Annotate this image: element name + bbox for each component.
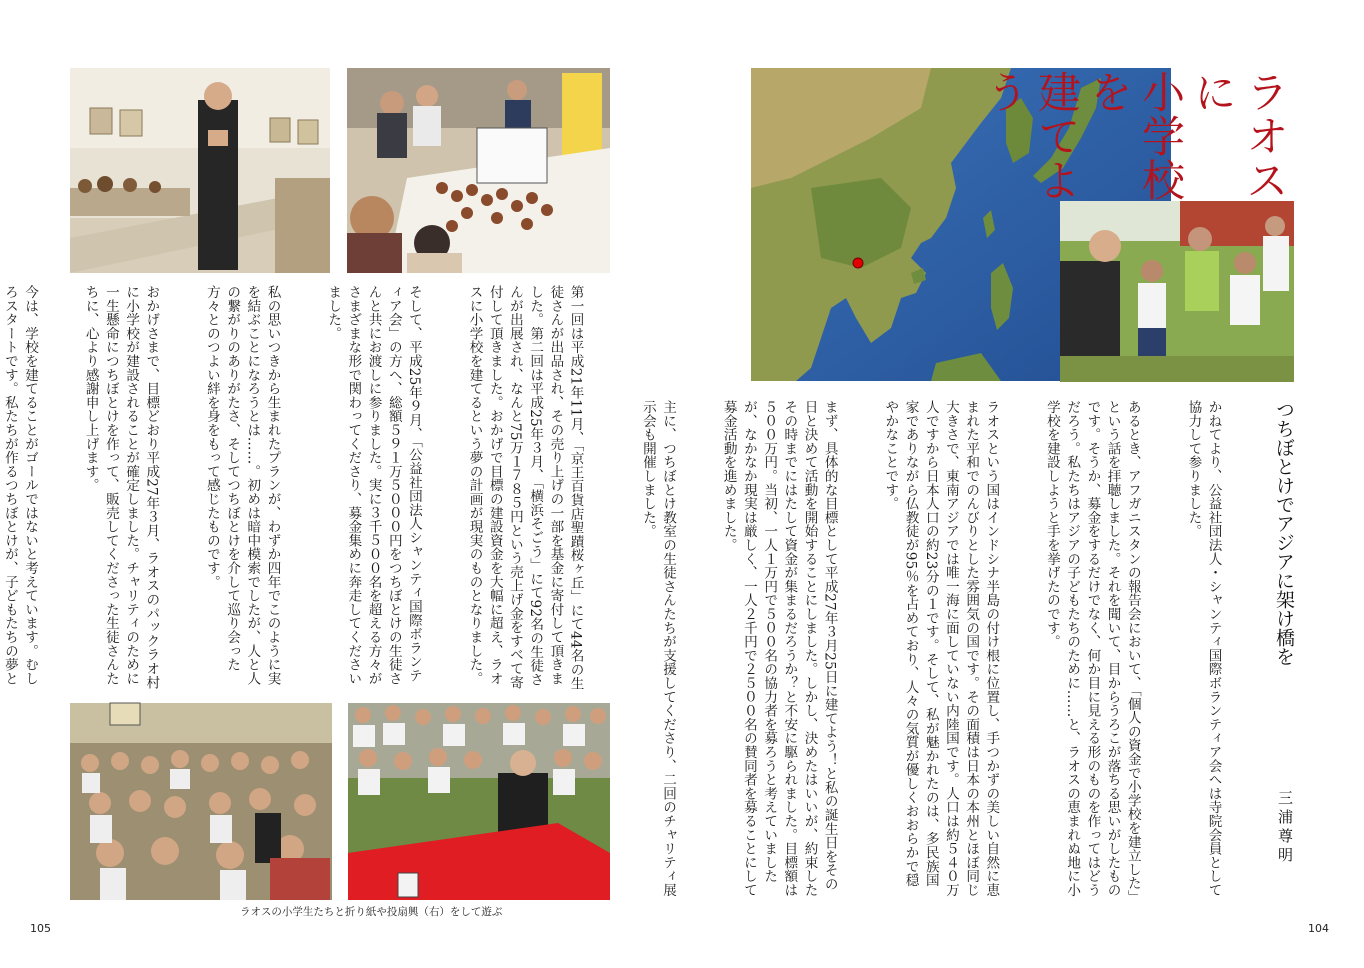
- red-dot-icon: [853, 258, 863, 268]
- body-paragraph: 第一回は平成21年11月、「京王百貨店聖蹟桜ヶ丘」にて44名の生徒さんが出品され、その売り上げの一部を基金に寄付して頂きました。第二回は平成25年３月、「横浜そごう」にて92名の生徒さんが出展され、なんと75万１７８５円という売上げ金をすべて寄付して頂きました。おかげで目標の建設資金を大幅に超え、ラオスに小学校を建てるという夢の計画が現実のものとなりました。: [466, 285, 584, 691]
- body-paragraph: かねてより、公益社団法人・シャンティ国際ボランティア会へは寺院会員として協力して参りました。: [1185, 400, 1222, 897]
- body-paragraph: 主に、つちぼとけ教室の生徒さんたちが支援してくださり、二回のチャリティ展示会も開催しました。: [639, 400, 677, 897]
- body-paragraph: あるとき、アフガニスタンの報告会において、「個人の資金で小学校を建立した」という話を拝聴しました。それを聞いて、目からうろこが落ちる思いがしたものです。そうか、募金をするだけでなく、何か目に見える形のものを作ってはどうだろう。私たちはアジアの子どもたちのために……と、ラオスの恵まれぬ地に小学校を建設しようと手を挙げたのです。: [1043, 400, 1141, 897]
- body-paragraph: おかげさまで、目標どおり平成27年３月、ラオスのパックラオ村に小学校が建設されることが確定しました。チャリティのために一生懸命につちぼとけを作って、販売してくださった生徒さんたちに、心より感謝申し上げます。: [82, 285, 160, 690]
- photo-tosenkyo-game: [348, 703, 610, 900]
- page-title: ラオスに 小学校を 建てよう: [979, 70, 1289, 202]
- author-name: 三浦尊明: [1276, 790, 1294, 866]
- subtitle: つちぼとけでアジアに架け橋を: [1273, 400, 1295, 666]
- body-paragraph: 私の思いつきから生まれたプランが、わずか四年でこのように実を結ぶことになろうとは……。初めは暗中模索でしたが、人と人の繋がりのありがたさ、そしてつちぼとけを介して巡り会った方々とのつよい絆を身をもって感じたものです。: [203, 285, 281, 686]
- right-page-body: [639, 400, 1264, 898]
- photo-caption: ラオスの小学生たちと折り紙や投扇興（右）をして遊ぶ: [240, 906, 503, 918]
- body-paragraph: まず、具体的な目標として平成27年３月25日に建てよう！と私の誕生日をその日と決めて活動を開始することにしました。しかし、決めたはいいが、約束したその時までにはたして資金が集まるだろうか？と不安に駆られました。目標額は５００万円。当初、一人１万円で５００名の協力者を募ろうと考えていましたが、なかなか現実は厳しく、一人２千円で２５００名の賛同者を募ることにして募金活動を進めました。: [720, 400, 838, 897]
- body-paragraph: そして、平成25年９月、「公益社団法人シャンティ国際ボランティア会」の方へ、総額５９１万５０００円をつちぼとけの生徒さんと共にお渡しに参りました。実に３千５００名を超える方々がさまざまな形で関わってくださり、募金集めに奔走してくださいました。: [325, 285, 422, 686]
- page-number-right: 104: [1308, 922, 1329, 935]
- page-number-left: 105: [30, 922, 51, 935]
- photo-exhibition-gallery: [70, 68, 330, 273]
- photo-monk-with-children: [1060, 201, 1294, 382]
- body-paragraph: 今は、学校を建てることがゴールではないと考えています。むしろスタートです。私たちが作るつちぼとけが、子どもたちの夢と: [1, 285, 39, 686]
- photo-exhibition-table: [347, 68, 610, 273]
- body-paragraph: ラオスという国はインドシナ半島の付け根に位置し、手つかずの美しい自然に恵まれた平和でのんびりとした雰囲気の国です。その面積は日本の本州とほぼ同じ大きさで、東南アジアでは唯一海に面していない内陸国です。人口は約５４０万人ですから日本人口の約23分の１です。そして、私が魅かれたのは、多民族国家でありながら仏教徒が95％を占めており、人々の気質が優しくおおらかで穏やかなことです。: [882, 400, 1000, 897]
- photo-classroom-children: [70, 703, 332, 900]
- left-page-body: [1, 285, 626, 695]
